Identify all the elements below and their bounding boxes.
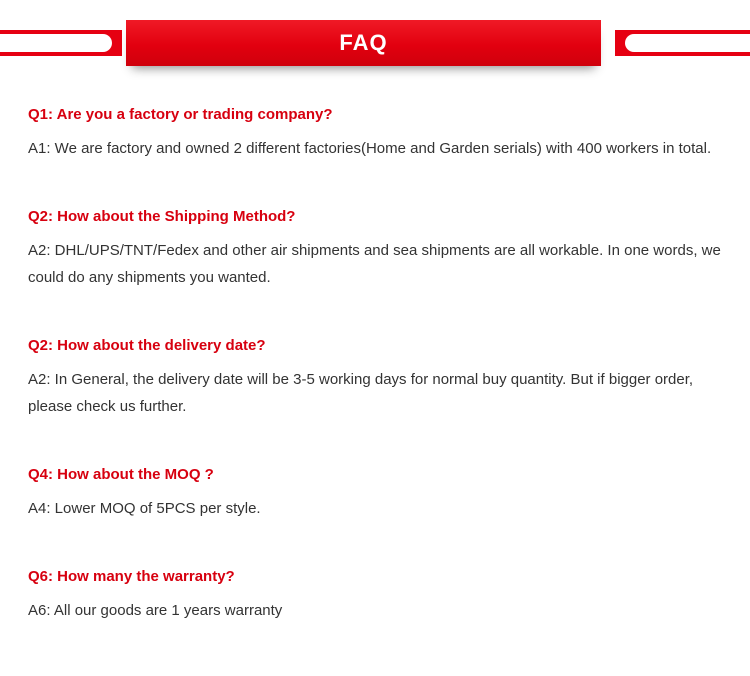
faq-question: Q2: How about the delivery date? — [28, 337, 266, 354]
left-ribbon-pill — [0, 34, 112, 52]
left-ribbon-decoration — [0, 30, 122, 56]
faq-question: Q6: How many the warranty? — [28, 568, 235, 585]
faq-item — [28, 335, 728, 420]
faq-item — [28, 206, 728, 291]
right-ribbon-decoration — [615, 30, 750, 56]
faq-item — [28, 566, 728, 624]
faq-list — [28, 104, 728, 624]
faq-answer: A2: DHL/UPS/TNT/Fedex and other air shipments and sea shipments are all workable. In one words, we could do any shipments you wanted. — [28, 242, 721, 286]
faq-banner — [0, 0, 750, 90]
faq-question: Q4: How about the MOQ ? — [28, 466, 214, 483]
faq-answer: A1: We are factory and owned 2 different factories(Home and Garden serials) with 400 workers in total. — [28, 140, 712, 157]
faq-question: Q2: How about the Shipping Method? — [28, 208, 296, 225]
faq-question: Q1: Are you a factory or trading company? — [28, 106, 333, 123]
faq-answer: A6: All our goods are 1 years warranty — [28, 602, 283, 619]
faq-item — [28, 104, 728, 162]
faq-item — [28, 464, 728, 522]
faq-answer: A4: Lower MOQ of 5PCS per style. — [28, 500, 261, 517]
right-ribbon-pill — [625, 34, 750, 52]
page-title: FAQ — [339, 30, 388, 55]
title-box — [126, 20, 601, 66]
faq-answer: A2: In General, the delivery date will be 3-5 working days for normal buy quantity. But if bigger order, please check us further. — [28, 371, 694, 415]
